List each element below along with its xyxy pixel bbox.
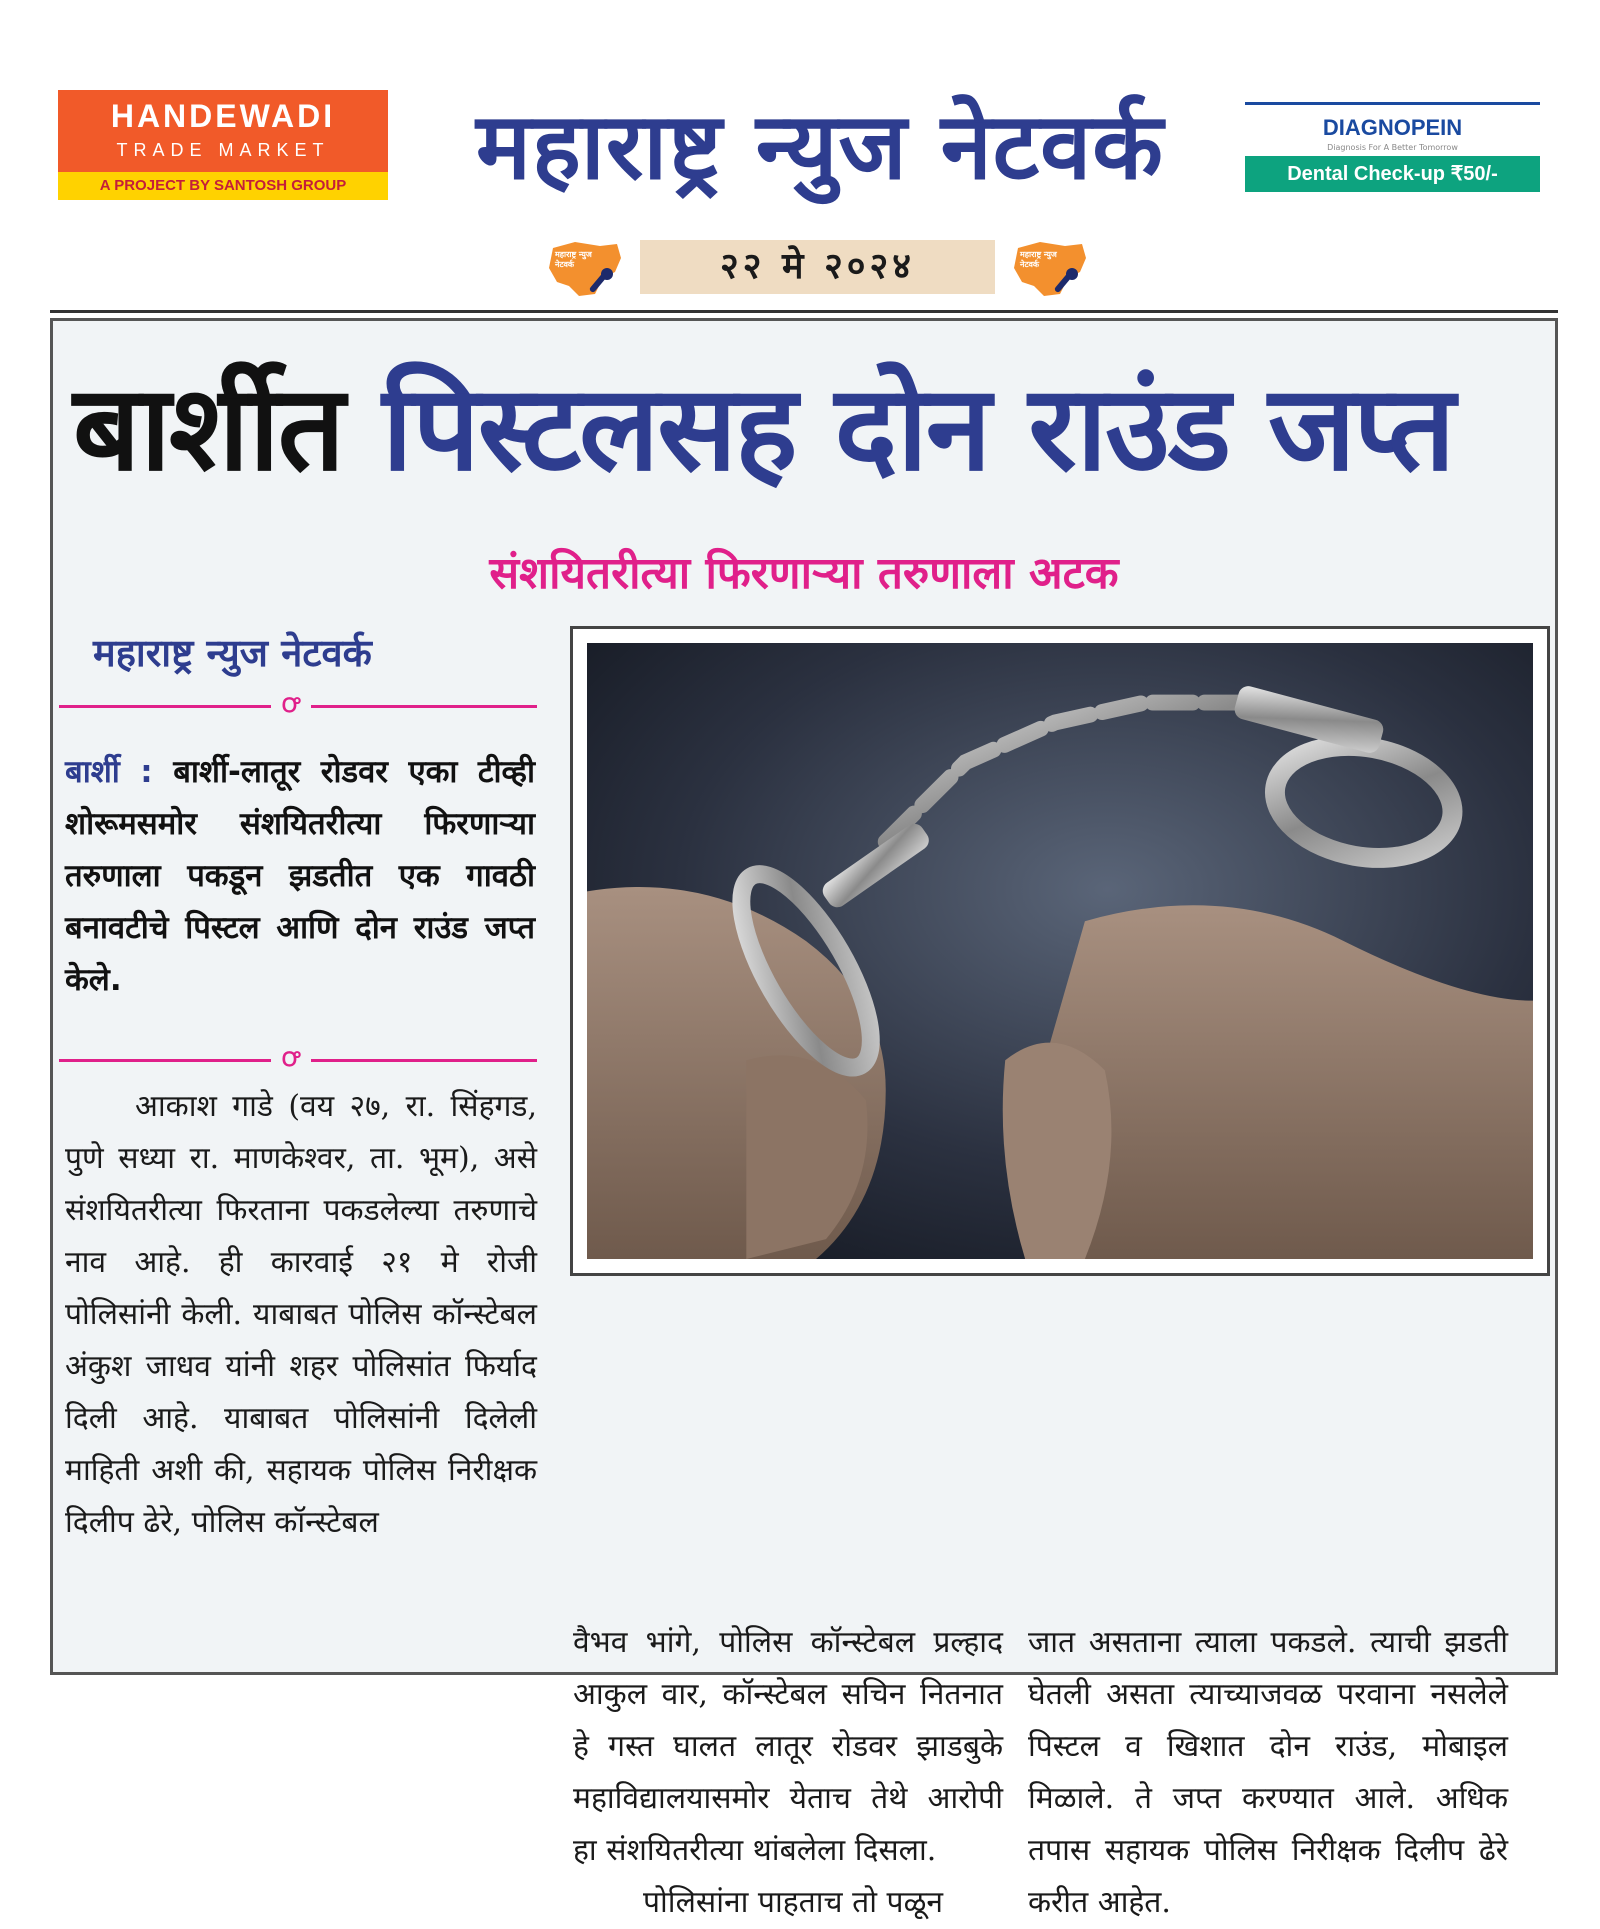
body-column-2-p2: पोलिसांना पाहताच तो पळून	[643, 1885, 944, 1920]
divider-top	[59, 693, 537, 717]
lead-paragraph	[65, 746, 535, 1006]
headline-blue: पिस्टलसह दोन राउंड जप्त	[382, 359, 1454, 497]
body-column-2-p1: वैभव भांगे, पोलिस कॉन्स्टेबल प्रल्हाद आकुल वार, कॉन्स्टेबल सचिन नितनात हे गस्त घालत लातूर रोडवर झाडबुके महाविद्यालयासमोर येताच तेथे आरोपी हा संशयितरीत्या थांबलेला दिसला.	[573, 1625, 1003, 1868]
diagnopein-brand: DIAGNOPEIN	[1322, 115, 1463, 140]
diagnopein-tagline: Diagnosis For A Better Tomorrow	[1327, 143, 1458, 152]
map-logo-text: महाराष्ट्र न्युज नेटवर्क	[1020, 250, 1057, 269]
subheadline: संशयितरीत्या फिरणाऱ्या तरुणाला अटक	[489, 548, 1119, 599]
handewadi-ad[interactable]	[58, 90, 388, 200]
body-column-1: आकाश गाडे (वय २७, रा. सिंहगड, पुणे सध्या रा. माणकेश्वर, ता. भूम), असे संशयितरीत्या फिरताना पकडलेल्या तरुणाचे नाव आहे. ही कारवाई २१ मे रोजी पोलिसांनी केली. याबाबत पोलिस कॉन्स्टेबल अंकुश जाधव यांनी शहर पोलिसांत फिर्याद दिली आहे. याबाबत पोलिसांनी दिलेली माहिती अशी की, सहायक पोलिस निरीक्षक दिलीप ढेरे, पोलिस कॉन्स्टेबल	[65, 1089, 537, 1540]
masthead-title: महाराष्ट्र न्युज नेटवर्क	[476, 93, 1164, 200]
map-logo-text: महाराष्ट्र न्युज नेटवर्क	[555, 250, 592, 269]
maharashtra-map-logo-icon	[545, 238, 625, 300]
divider-ornament-icon: Ꝍ	[271, 693, 311, 717]
maharashtra-map-logo-icon	[1010, 238, 1090, 300]
handewadi-ad-line2: TRADE MARKET	[116, 140, 330, 160]
divider-ornament-icon: Ꝍ	[271, 1047, 311, 1071]
byline: महाराष्ट्र न्युज नेटवर्क	[93, 631, 372, 675]
headline-black: बार्शीत	[73, 359, 344, 497]
article	[50, 318, 1558, 1920]
body-column-2	[573, 1617, 1003, 1929]
diagnopein-offer: Dental Check-up ₹50/-	[1245, 156, 1540, 192]
date-box: २२ मे २०२४	[640, 240, 995, 294]
lead-text: बार्शी-लातूर रोडवर एका टीव्ही शोरूमसमोर संशयितरीत्या फिरणाऱ्या तरुणाला पकडून झडतीत एक गावठी बनावटीचे पिस्टल आणि दोन राउंड जप्त केले.	[65, 754, 536, 998]
diagnopein-ad[interactable]	[1245, 102, 1540, 192]
handewadi-ad-line1: HANDEWADI	[110, 98, 336, 134]
divider-bottom	[59, 1047, 537, 1071]
headline	[73, 359, 1541, 497]
lead-place: बार्शी :	[65, 754, 153, 790]
handewadi-ad-line3: A PROJECT BY SANTOSH GROUP	[58, 172, 388, 200]
handcuffs-photo	[570, 626, 1550, 1276]
masthead-rule	[50, 310, 1558, 313]
body-column-3: जात असताना त्याला पकडले. त्याची झडती घेतली असता त्याच्याजवळ परवाना नसलेले पिस्टल व खिशात दोन राउंड, मोबाइल मिळाले. ते जप्त करण्यात आले. अधिक तपास सहायक पोलिस निरीक्षक दिलीप ढेरे करीत आहेत.	[1028, 1625, 1508, 1920]
